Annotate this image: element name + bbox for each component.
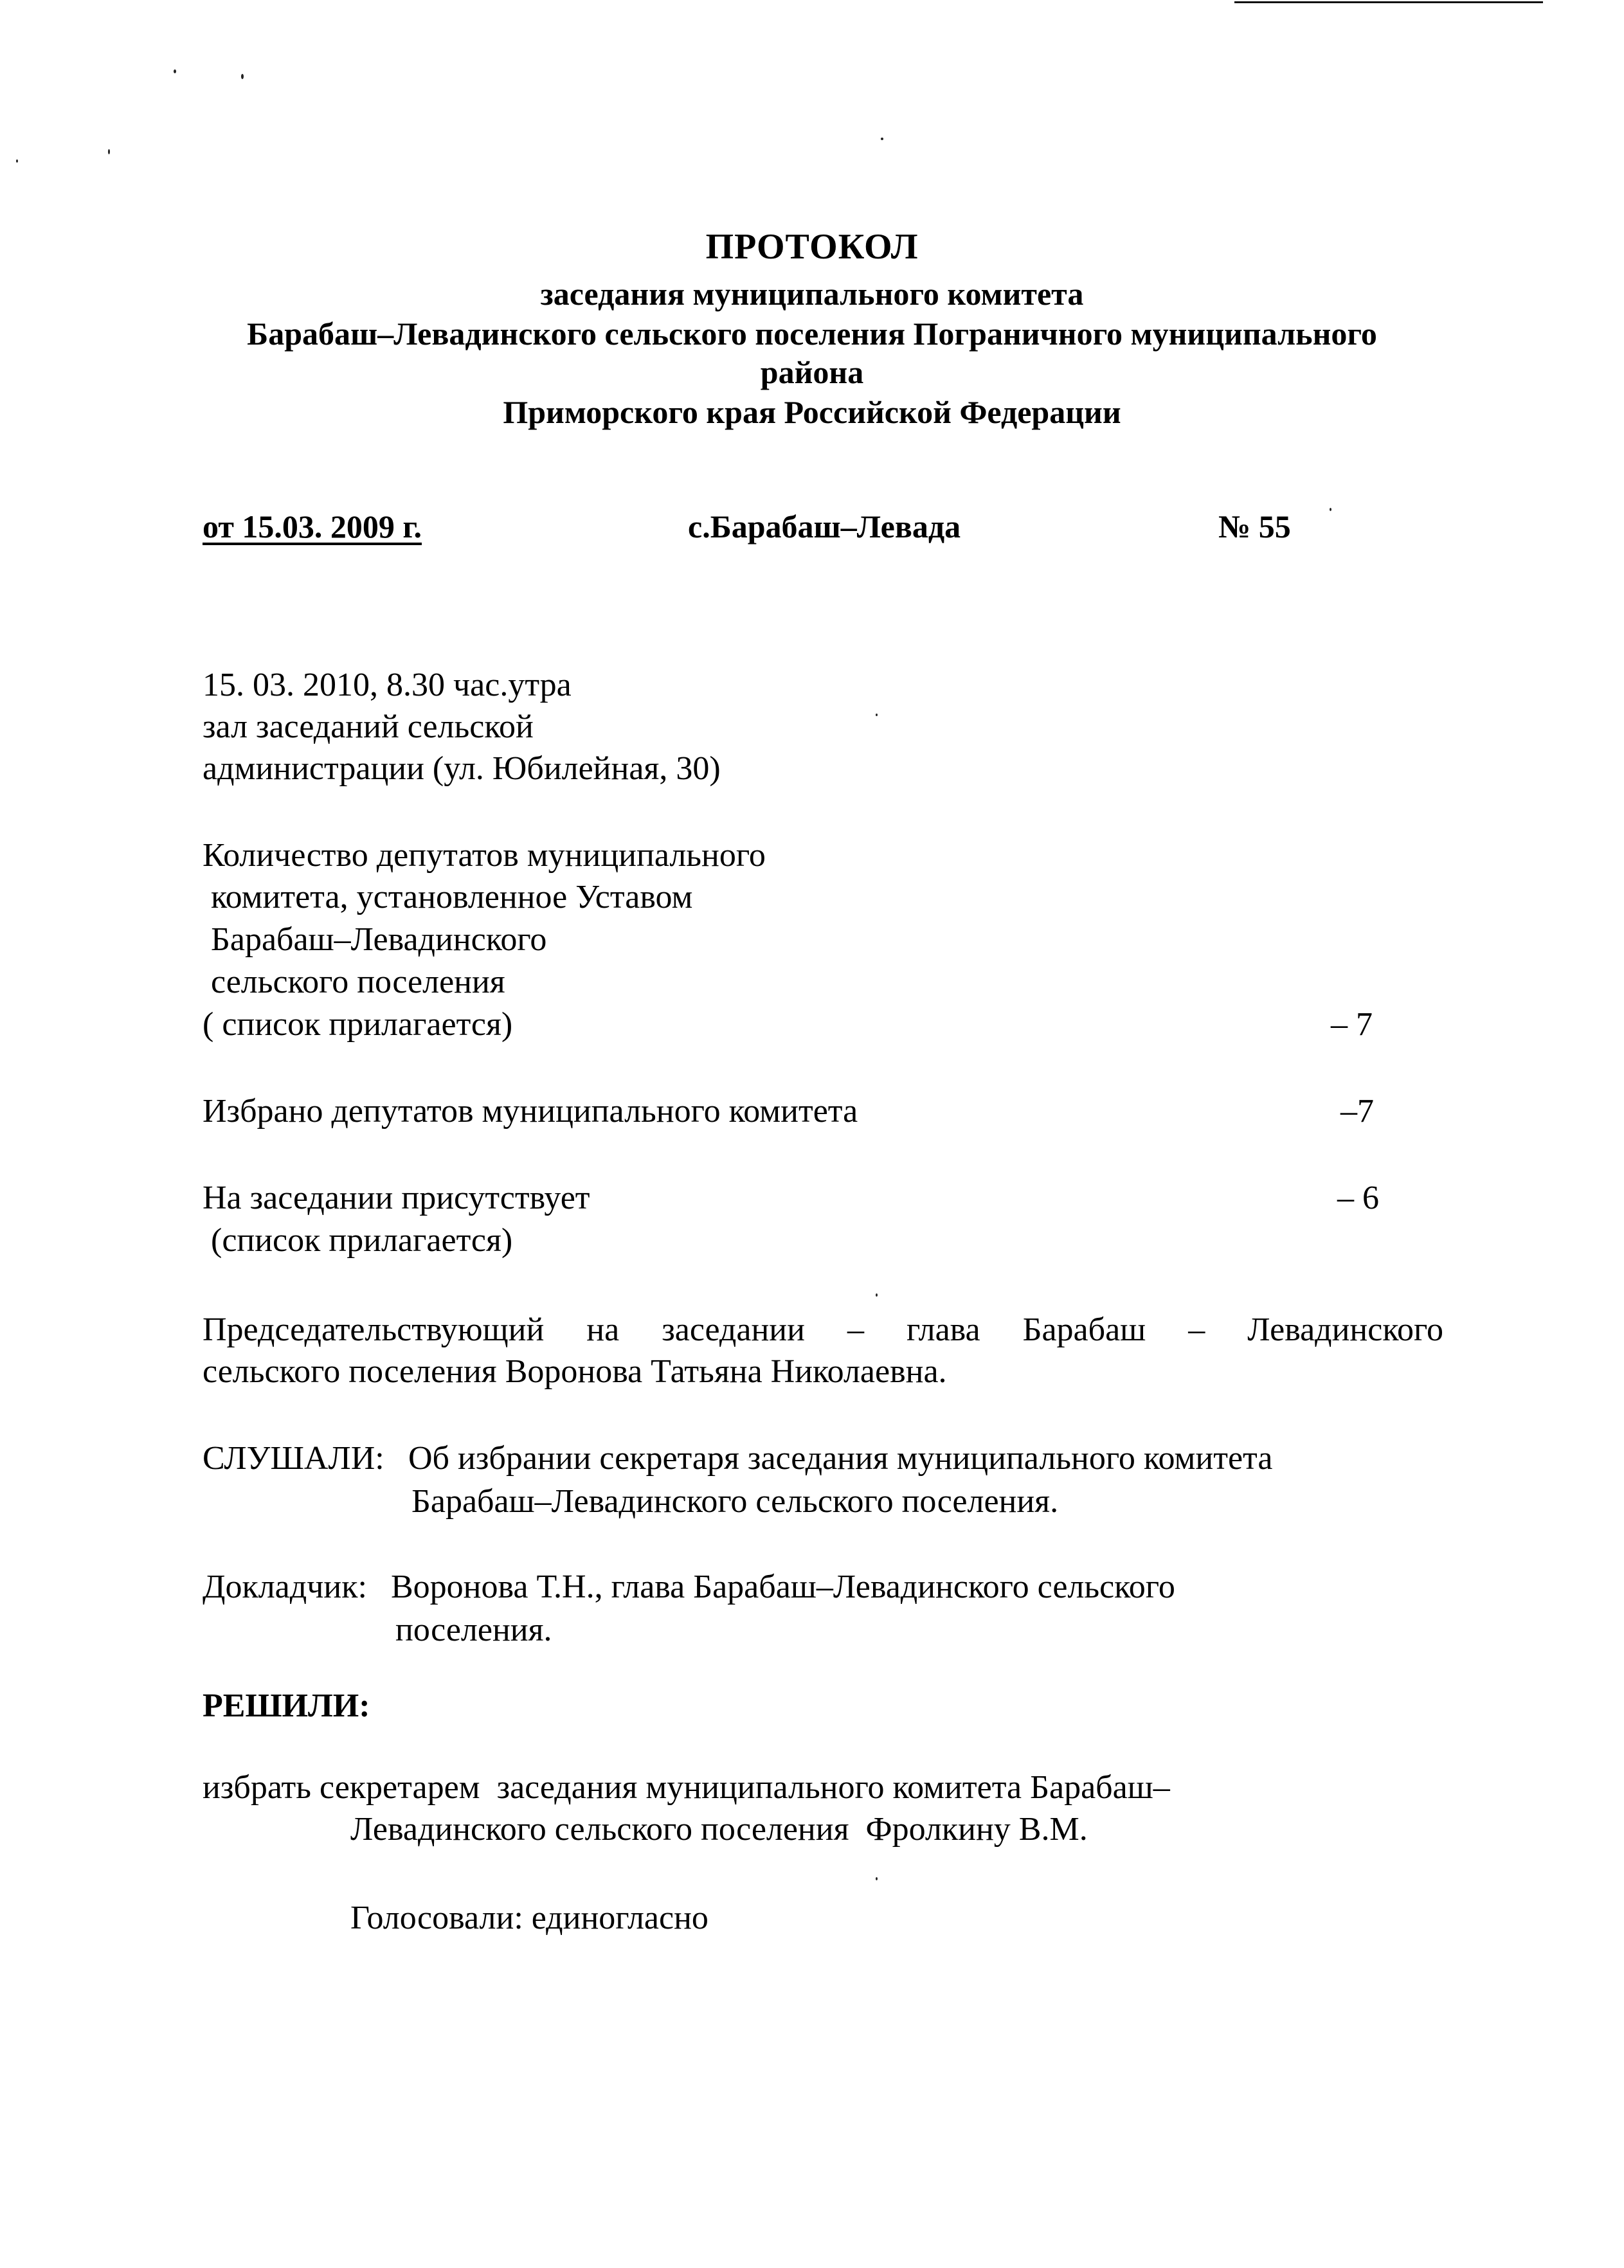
speaker-text: поселения.: [395, 1612, 552, 1648]
speaker-text: Воронова Т.Н., глава Барабаш–Левадинского сельского: [391, 1569, 1175, 1605]
established-count-label: сельского поселения: [203, 964, 505, 1000]
vote-result: Голосовали: единогласно: [350, 1900, 708, 1936]
scan-speck: [876, 1293, 878, 1297]
heard-label: СЛУШАЛИ:: [203, 1440, 384, 1477]
established-count-value: – 7: [1331, 1006, 1373, 1043]
scan-speck: [876, 1877, 878, 1880]
decision-text: Левадинского сельского поселения Фролкину В.М.: [350, 1811, 1088, 1848]
scan-speck: [1330, 508, 1331, 511]
established-count-label: ( список прилагается): [203, 1006, 513, 1043]
scan-speck: [16, 159, 18, 163]
protocol-number: № 55: [1218, 509, 1291, 544]
chair-line: Председательствующий на заседании – глава Барабаш – Левадинского: [203, 1311, 1443, 1348]
document-title: ПРОТОКОЛ: [705, 227, 919, 267]
present-count-label: На заседании присутствует: [203, 1180, 590, 1216]
header-line: Приморского края Российской Федерации: [503, 394, 1121, 430]
present-count-label: (список прилагается): [203, 1222, 513, 1259]
session-venue-line: администрации (ул. Юбилейная, 30): [203, 750, 721, 787]
elected-count-value: –7: [1340, 1093, 1374, 1130]
heard-text: Об избрании секретаря заседания муниципального комитета: [408, 1440, 1273, 1477]
scan-speck: [881, 138, 883, 140]
session-datetime: 15. 03. 2010, 8.30 час.утра: [203, 667, 572, 703]
chair-line: сельского поселения Воронова Татьяна Николаевна.: [203, 1353, 947, 1390]
heard-text: Барабаш–Левадинского сельского поселения.: [411, 1483, 1059, 1520]
header-line: Барабаш–Левадинского сельского поселения Пограничного муниципального: [247, 316, 1377, 352]
scan-speck: [174, 69, 176, 73]
scan-speck: [108, 149, 110, 154]
session-venue-line: зал заседаний сельской: [203, 708, 534, 745]
established-count-label: Количество депутатов муниципального: [203, 837, 766, 874]
protocol-place: с.Барабаш–Левада: [688, 509, 961, 544]
decision-text: избрать секретарем заседания муниципального комитета Барабаш–: [203, 1769, 1170, 1806]
established-count-label: комитета, установленное Уставом: [203, 879, 693, 915]
protocol-date: от 15.03. 2009 г.: [203, 509, 422, 544]
present-count-value: – 6: [1337, 1180, 1379, 1216]
header-line: заседания муниципального комитета: [540, 276, 1084, 312]
header-line: района: [760, 354, 864, 390]
elected-count-label: Избрано депутатов муниципального комитета: [203, 1093, 858, 1130]
decided-label: РЕШИЛИ:: [203, 1688, 370, 1724]
scan-artifact-line: [1234, 1, 1543, 3]
scan-speck: [876, 714, 878, 716]
speaker-label: Докладчик:: [203, 1569, 367, 1605]
established-count-label: Барабаш–Левадинского: [203, 921, 547, 958]
scan-speck: [241, 74, 244, 79]
